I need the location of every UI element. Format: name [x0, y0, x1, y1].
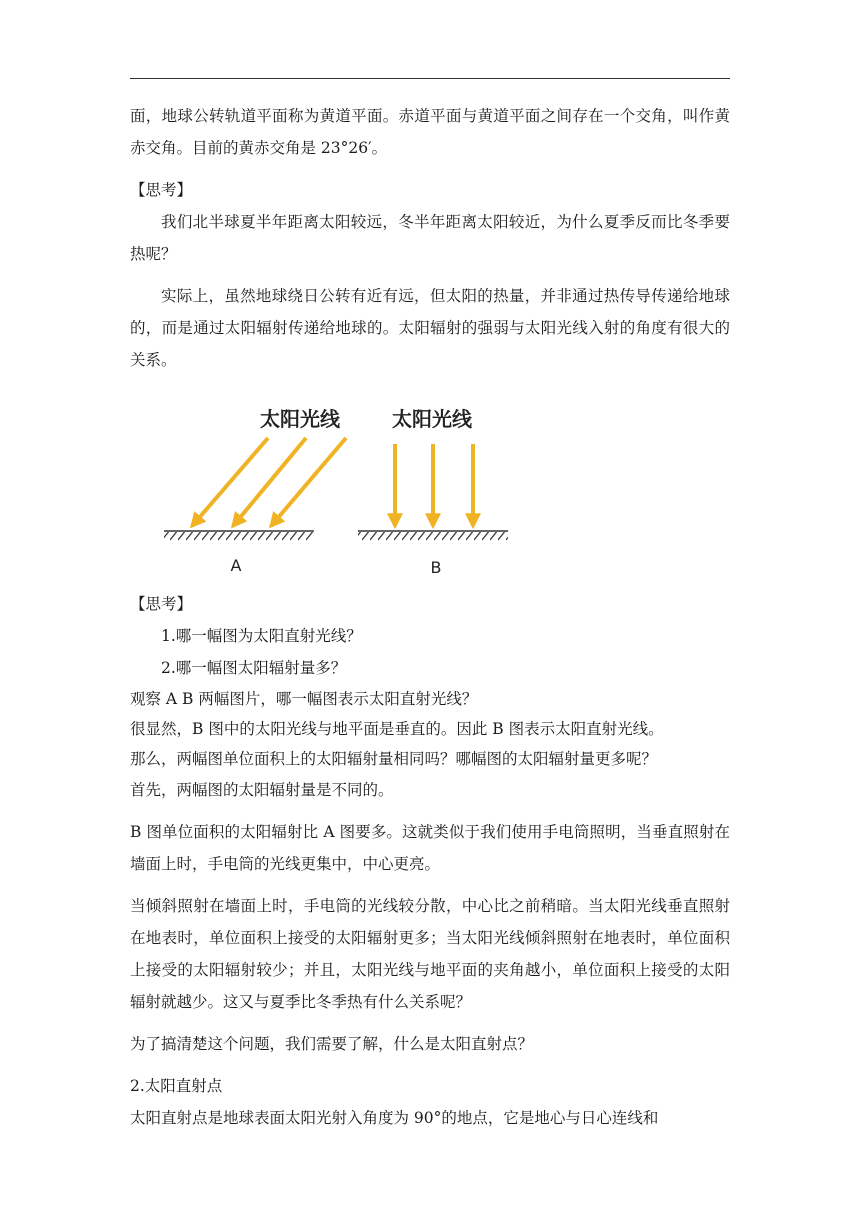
- ray-a-1: [192, 438, 268, 526]
- figure-b-title: 太阳光线: [392, 407, 472, 431]
- line-observe: 观察 A B 两幅图片，哪一幅图表示太阳直射光线？: [130, 690, 478, 708]
- ground-b-hatch: [358, 532, 508, 542]
- ray-a-3: [271, 438, 346, 526]
- think-heading-1: 【思考】: [130, 181, 193, 199]
- paragraph-flashlight: B 图单位面积的太阳辐射比 A 图要多。这就类似于我们使用手电筒照明，当垂直照射在墙面上时，手电筒的光线更集中，中心更亮。: [130, 823, 730, 873]
- document-body: [130, 100, 730, 1144]
- line-obvious: 很显然，B 图中的太阳光线与地平面是垂直的。因此 B 图表示太阳直射光线。: [130, 720, 664, 738]
- header-rule: [130, 78, 730, 79]
- paragraph-oblique: 当倾斜照射在墙面上时，手电筒的光线较分散，中心比之前稍暗。当太阳光线垂直照射在地表时，单位面积上接受的太阳辐射更多；当太阳光线倾斜照射在地表时，单位面积上接受的太阳辐射较少；并且，太阳光线与地平面的夹角越小，单位面积上接受的太阳辐射就越少。这又与夏季比冬季热有什么关系呢？: [130, 897, 730, 1011]
- paragraph-question: 为了搞清楚这个问题，我们需要了解，什么是太阳直射点？: [130, 1035, 534, 1053]
- ray-a-2: [233, 438, 306, 526]
- section-heading: 2.太阳直射点: [130, 1077, 223, 1095]
- line-first: 首先，两幅图的太阳辐射量是不同的。: [130, 781, 394, 799]
- think-answer: 实际上，虽然地球绕日公转有近有远，但太阳的热量，并非通过热传导传递给地球的，而是通过太阳辐射传递给地球的。太阳辐射的强弱与太阳光线入射的角度有很大的关系。: [130, 287, 730, 369]
- think-question: 我们北半球夏半年距离太阳较远，冬半年距离太阳较近，为什么夏季反而比冬季要热呢？: [130, 213, 730, 263]
- figure-a-title: 太阳光线: [260, 407, 340, 431]
- think-heading-2: 【思考】: [130, 595, 193, 613]
- sunlight-diagram: [130, 386, 730, 584]
- think-item-1: 1.哪一幅图为太阳直射光线？: [161, 627, 362, 645]
- ground-a-hatch: [164, 532, 314, 542]
- figure-b-rays: [395, 444, 473, 526]
- line-question: 那么，两幅图单位面积上的太阳辐射量相同吗？哪幅图的太阳辐射量更多呢？: [130, 750, 658, 768]
- figure-b-label: B: [430, 558, 442, 577]
- think-item-2: 2.哪一幅图太阳辐射量多？: [161, 659, 347, 677]
- paragraph-ecliptic: 面，地球公转轨道平面称为黄道平面。赤道平面与黄道平面之间存在一个交角，叫作黄赤交角。目前的黄赤交角是 23°26′。: [130, 107, 730, 157]
- figure-a-rays: [192, 438, 346, 526]
- sunlight-angle-figure: [130, 386, 730, 584]
- figure-a-label: A: [230, 556, 242, 575]
- section-text: 太阳直射点是地球表面太阳光射入角度为 90°的地点，它是地心与日心连线和: [130, 1109, 659, 1127]
